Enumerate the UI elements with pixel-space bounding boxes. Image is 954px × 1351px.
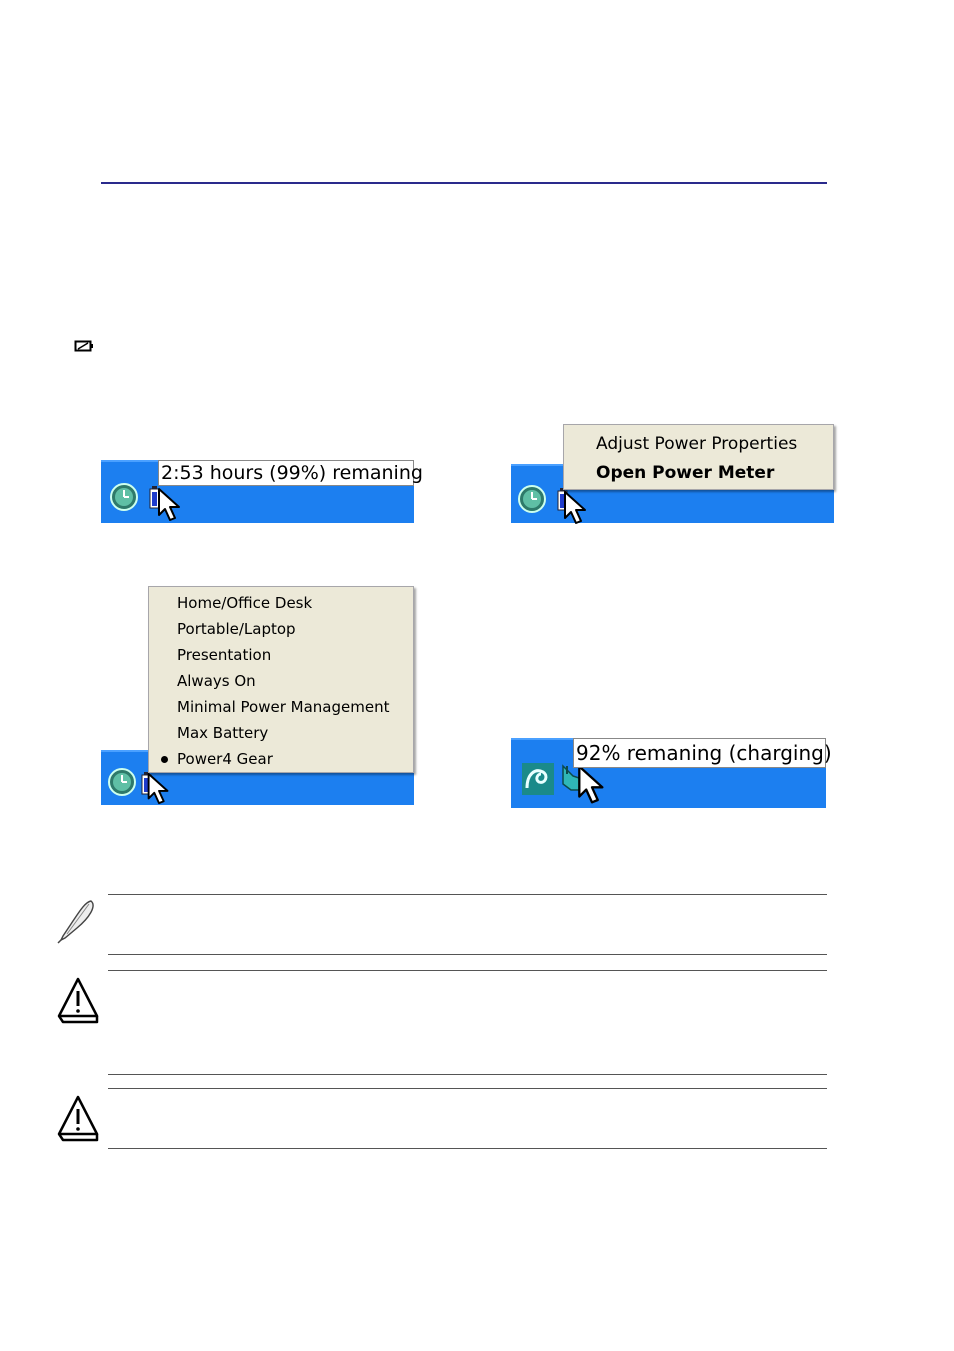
charging-tooltip: 92% remaning (charging) — [573, 738, 826, 768]
warning-icon — [55, 976, 101, 1024]
app-tray-icon — [521, 762, 555, 796]
menu-item-portable-laptop[interactable]: Portable/Laptop — [177, 620, 296, 638]
clock-icon — [107, 767, 137, 797]
note-top-rule — [108, 894, 827, 895]
cursor-icon — [577, 764, 607, 806]
note-pen-icon — [55, 898, 99, 944]
menu-item-presentation[interactable]: Presentation — [177, 646, 272, 664]
header-rule — [101, 182, 827, 184]
power-profile-menu — [148, 586, 414, 773]
menu-item-max-battery[interactable]: Max Battery — [177, 724, 269, 742]
menu-item-always-on[interactable]: Always On — [177, 672, 256, 690]
menu-item-adjust-power-properties[interactable]: Adjust Power Properties — [596, 434, 798, 454]
warning1-top-rule — [108, 970, 827, 971]
warning1-bottom-rule — [108, 1074, 827, 1075]
battery-icon — [74, 339, 94, 353]
power-context-menu — [563, 424, 834, 490]
note-bottom-rule — [108, 954, 827, 955]
menu-item-open-power-meter[interactable]: Open Power Meter — [596, 463, 775, 483]
battery-remaining-tooltip: 2:53 hours (99%) remaning — [158, 460, 414, 486]
menu-item-power4-gear[interactable] — [149, 746, 413, 772]
warning2-top-rule — [108, 1088, 827, 1089]
cursor-icon — [157, 487, 183, 523]
menu-item-home-office-desk[interactable]: Home/Office Desk — [177, 594, 313, 612]
warning-icon — [55, 1094, 101, 1142]
warning2-bottom-rule — [108, 1148, 827, 1149]
clock-icon — [517, 484, 547, 514]
cursor-icon — [563, 490, 589, 526]
selected-bullet-icon — [161, 756, 168, 763]
cursor-icon — [146, 772, 172, 806]
menu-item-minimal-power-management[interactable]: Minimal Power Management — [177, 698, 390, 716]
menu-item-label: Power4 Gear — [177, 750, 273, 768]
clock-icon — [109, 482, 139, 512]
